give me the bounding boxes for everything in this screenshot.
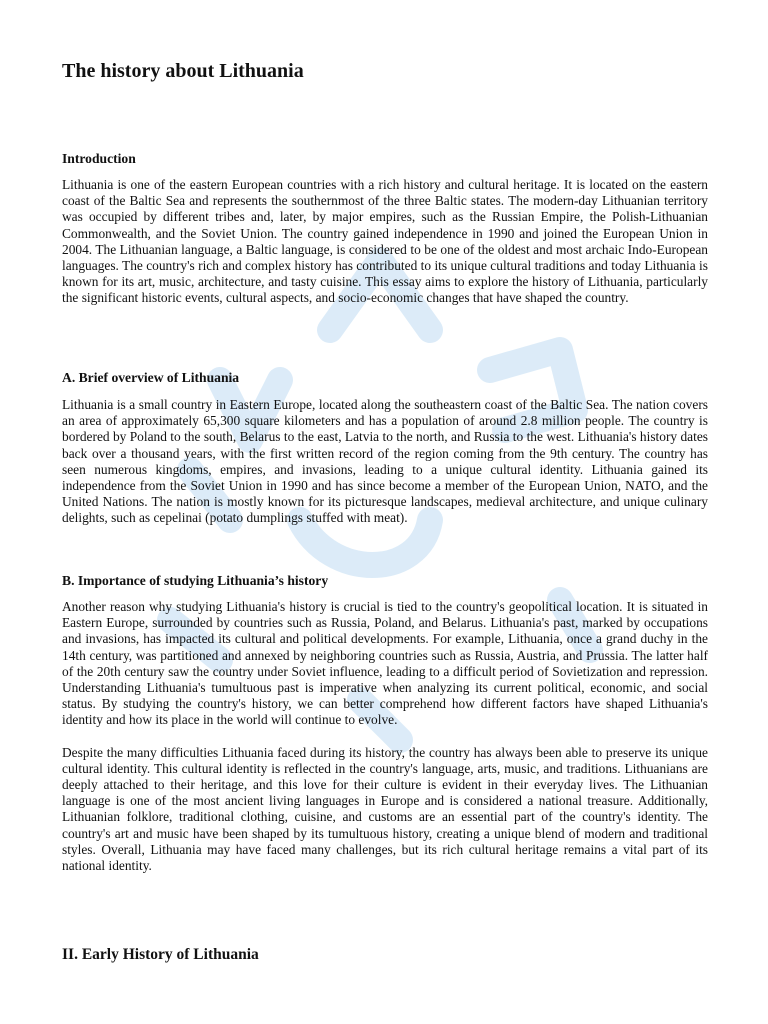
paragraph: Lithuania is a small country in Eastern Europe, located along the southeastern coast of the Baltic Sea. The nation covers an area of approximately 65,300 square kilometers and has a population of around 2.8 million people. The country is bordered by Poland to the south, Belarus to the east, Latvia to the north, and Russia to the west. Lithuania's history dates back over a thousand years, with the first written record of the region coming from the 9th century. The country has seen numerous kingdoms, empires, and invasions, leading to a unique cultural identity. Lithuania gained its independence from the Soviet Union in 1990 and has since become a member of the European Union, NATO, and the United Nations. The nation is mostly known for its picturesque landscapes, medieval architecture, and unique culinary delights, such as cepelinai (potato dumplings stuffed with meat). — [62, 397, 708, 526]
paragraph: Lithuania is one of the eastern European countries with a rich history and cultural heritage. It is located on the eastern coast of the Baltic Sea and represents the southernmost of the three Baltic states. The modern-day Lithuanian territory was occupied by different tribes and, later, by major empires, such as the Russian Empire, the Polish-Lithuanian Commonwealth, and the Soviet Union. The country gained independence in 1990 and joined the European Union in 2004. The Lithuanian language, a Baltic language, is considered to be one of the oldest and most archaic Indo-European languages. The country's rich and complex history has contributed to its unique cultural traditions and today Lithuania is known for its art, music, architecture, and tasty cuisine. This essay aims to explore the history of Lithuania, particularly the significant historic events, cultural aspects, and socio-economic changes that have shaped the country. — [62, 177, 708, 306]
section-brief-overview — [62, 369, 708, 527]
section-heading: A. Brief overview of Lithuania — [62, 370, 240, 385]
section-heading: Introduction — [62, 151, 136, 166]
next-section-heading: II. Early History of Lithuania — [62, 946, 259, 963]
paragraph: Another reason why studying Lithuania's history is crucial is tied to the country's geopolitical location. It is situated in Eastern Europe, surrounded by countries such as Russia, Poland, and Belarus. Lithuania's past, marked by occupations and invasions, has impacted its cultural and political developments. For example, Lithuania, once a grand duchy in the 14th century, was partitioned and annexed by neighboring countries such as Russia, Austria, and Prussia. The latter half of the 20th century saw the country under Soviet influence, leading to a difficult period of Sovietization and repression. Understanding Lithuania's tumultuous past is imperative when analyzing its current political, economic, and social status. By studying the country's history, we can better comprehend how different factors have shaped Lithuania's identity and how its place in the world will continue to evolve. — [62, 599, 708, 728]
section-importance — [62, 572, 708, 874]
section-introduction — [62, 150, 708, 307]
section-heading: B. Importance of studying Lithuania’s history — [62, 573, 329, 588]
paragraph: Despite the many difficulties Lithuania faced during its history, the country has always been able to preserve its unique cultural identity. This cultural identity is reflected in the country's language, arts, music, and traditions. Lithuanians are deeply attached to their heritage, and this love for their culture is evident in their everyday lives. The Lithuanian language is one of the most ancient living languages in Europe and is considered a national treasure. Additionally, Lithuanian folklore, traditional clothing, cuisine, and customs are an essential part of the country's identity. The country's art and music have been shaped by its tumultuous history, creating a unique blend of modern and traditional styles. Overall, Lithuania may have faced many challenges, but its rich cultural heritage remains a vital part of its national identity. — [62, 744, 708, 874]
document-title: The history about Lithuania — [62, 60, 304, 82]
